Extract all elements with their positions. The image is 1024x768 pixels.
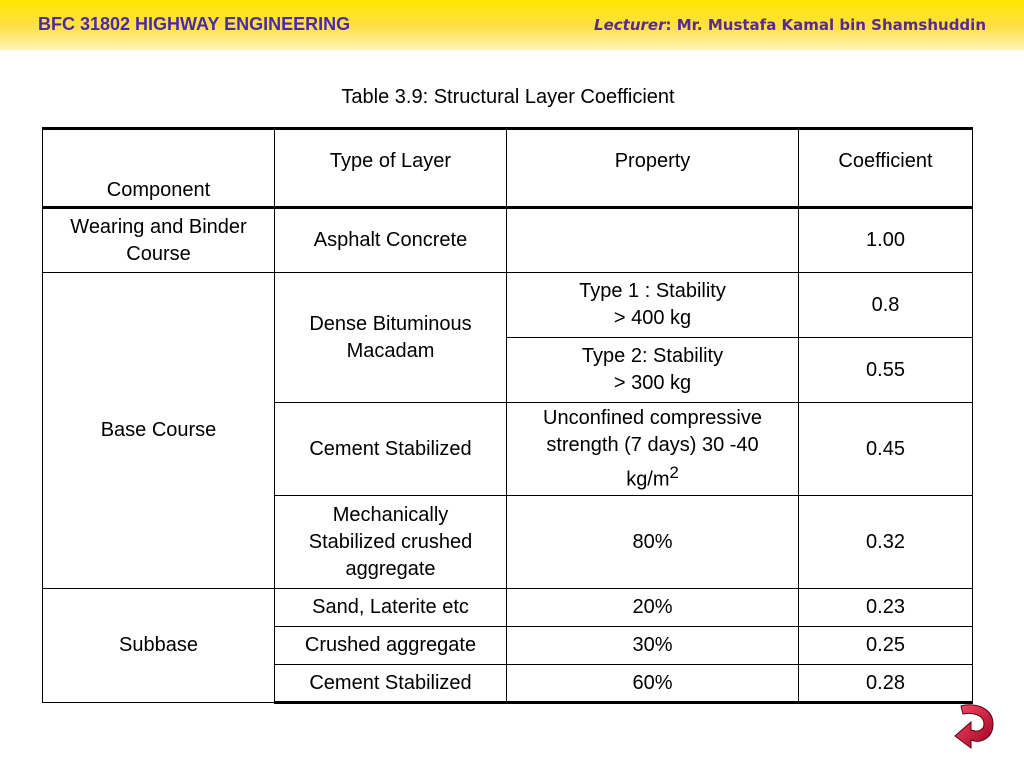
coefficient-cell: 0.8: [799, 273, 973, 338]
layer-line: Mechanically: [332, 503, 449, 526]
column-header-coefficient: Coefficient: [799, 129, 973, 208]
property-line: strength (7 days) 30 -40: [546, 433, 759, 456]
coefficient-cell: 0.25: [799, 627, 973, 665]
property-unit: kg/m: [626, 468, 670, 491]
property-line: Type 1 : Stability: [579, 280, 726, 302]
coefficient-cell: 0.32: [799, 496, 973, 589]
return-arrow-icon: [949, 700, 999, 760]
component-cell: Base Course: [43, 273, 275, 589]
table-row: [43, 273, 973, 338]
table-caption: Table 3.9: Structural Layer Coefficient: [341, 86, 675, 108]
layer-cell: [275, 496, 507, 589]
property-line: > 300 kg: [613, 372, 692, 394]
component-line: Course: [126, 242, 191, 265]
layer-line: aggregate: [345, 557, 436, 580]
component-cell: [43, 208, 275, 273]
coefficient-cell: 0.55: [799, 338, 973, 403]
coefficient-cell: 0.45: [799, 403, 973, 496]
property-line: > 400 kg: [613, 307, 692, 329]
layer-line: Dense Bituminous: [309, 312, 472, 335]
component-line: Wearing and Binder: [70, 215, 247, 238]
return-nav-button[interactable]: [949, 700, 999, 760]
layer-cell: Asphalt Concrete: [275, 208, 507, 273]
lecturer-separator: :: [665, 16, 677, 34]
coefficient-cell: 0.28: [799, 665, 973, 703]
component-cell: Subbase: [43, 589, 275, 703]
coefficient-cell: 0.23: [799, 589, 973, 627]
property-cell: 80%: [507, 496, 799, 589]
column-header-property: Property: [507, 129, 799, 208]
layer-line: Macadam: [346, 339, 435, 362]
property-line: Type 2: Stability: [581, 345, 724, 367]
course-title: BFC 31802 HIGHWAY ENGINEERING: [38, 14, 351, 34]
table-row: [43, 208, 973, 273]
layer-cell: Sand, Laterite etc: [275, 589, 507, 627]
property-cell: [507, 273, 799, 338]
layer-line: Stabilized crushed: [308, 530, 473, 553]
lecturer-name: Mr. Mustafa Kamal bin Shamshuddin: [676, 16, 986, 34]
table-header-row: [43, 129, 973, 208]
layer-cell: Cement Stabilized: [275, 403, 507, 496]
property-cell: [507, 208, 799, 273]
table-row: [43, 589, 973, 627]
layer-cell: Cement Stabilized: [275, 665, 507, 703]
property-cell: 20%: [507, 589, 799, 627]
property-cell: 30%: [507, 627, 799, 665]
property-line: Unconfined compressive: [543, 406, 762, 429]
property-cell: [507, 338, 799, 403]
property-cell: 60%: [507, 665, 799, 703]
layer-cell: Crushed aggregate: [275, 627, 507, 665]
lecturer-line: [594, 16, 986, 34]
column-header-component: Component: [43, 129, 275, 208]
lecturer-label: Lecturer: [594, 16, 666, 34]
coefficient-cell: 1.00: [799, 208, 973, 273]
unit-superscript: 2: [669, 462, 679, 482]
structural-layer-table: [42, 127, 973, 704]
column-header-type-of-layer: Type of Layer: [275, 129, 507, 208]
slide-header: [0, 0, 1024, 50]
layer-cell: [275, 273, 507, 403]
property-cell: [507, 403, 799, 496]
